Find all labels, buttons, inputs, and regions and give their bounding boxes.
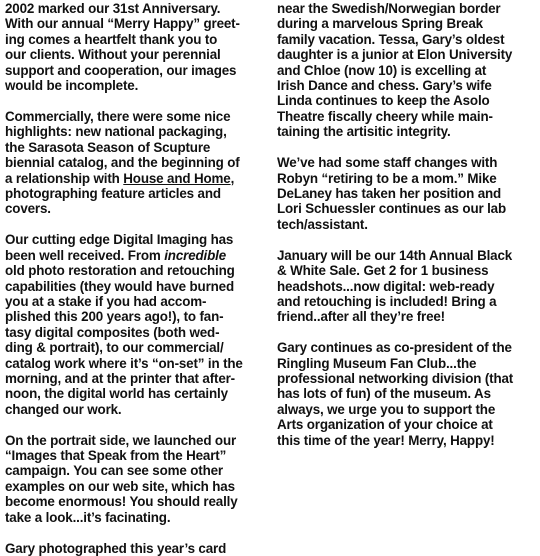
- paragraph-family: [277, 1, 539, 140]
- text-line: friend..after all they’re free!: [277, 309, 445, 325]
- text-line: catalog work where it’s “on-set” in the: [5, 355, 243, 371]
- paragraph-sale: [277, 248, 539, 325]
- text-line: campaign. You can see some other: [5, 463, 223, 479]
- text-line: “Images that Speak from the Heart”: [5, 448, 227, 464]
- text-line: tech/assistant.: [277, 216, 368, 232]
- text-line: take a look...it’s facinating.: [5, 509, 171, 525]
- paragraph-card-photo: [5, 541, 271, 556]
- paragraph-portrait: [5, 433, 271, 525]
- paragraph-staff: [277, 155, 539, 232]
- text-line: With our annual “Merry Happy” greet-: [5, 16, 240, 32]
- paragraph-gap: [277, 140, 539, 156]
- text-line: covers.: [5, 201, 51, 217]
- text-line: 2002 marked our 31st Anniversary.: [5, 1, 221, 16]
- text-line: [5, 248, 271, 263]
- text-line: ing comes a heartfelt thank you to: [5, 31, 218, 47]
- text-line: family vacation. Tessa, Gary’s oldest: [277, 31, 505, 47]
- text-segment: ,: [230, 170, 235, 186]
- text-line: plished this 200 years ago!), to fan-: [5, 309, 224, 325]
- text-line: near the Swedish/Norwegian border: [277, 1, 501, 16]
- text-line: old photo restoration and retouching: [5, 263, 235, 279]
- text-line: photographing feature articles and: [5, 185, 221, 201]
- text-line: Arts organization of your choice at: [277, 417, 493, 433]
- text-line: changed our work.: [5, 401, 122, 417]
- text-line: the Sarasota Season of Scupture: [5, 139, 211, 155]
- text-line: examples on our web site, which has: [5, 478, 235, 494]
- paragraph-gap: [5, 217, 271, 233]
- text-line: always, we urge you to support the: [277, 401, 496, 417]
- text-line: Theatre fiscally cheery while main-: [277, 108, 493, 124]
- left-column: [5, 1, 271, 556]
- text-line: become enormous! You should really: [5, 494, 238, 510]
- text-line: our clients. Without your perennial: [5, 47, 221, 63]
- paragraph-museum: [277, 340, 539, 448]
- paragraph-gap: [5, 93, 271, 109]
- text-line: Our cutting edge Digital Imaging has: [5, 232, 234, 248]
- text-line: Lori Schuessler continues as our lab: [277, 201, 507, 217]
- text-segment: been well received. From: [5, 247, 165, 263]
- text-line: and Chloe (now 10) is excelling at: [277, 62, 487, 78]
- paragraph-gap: [277, 325, 539, 341]
- text-line: noon, the digital world has certainly: [5, 386, 228, 402]
- text-line: Gary continues as co-president of the: [277, 340, 512, 356]
- text-line: has lots of fun) of the museum. As: [277, 386, 491, 402]
- text-line: would be incomplete.: [5, 78, 139, 94]
- text-line: Linda continues to keep the Asolo: [277, 93, 490, 109]
- text-segment: a relationship with: [5, 170, 124, 186]
- text-line: Robyn “retiring to be a mom.” Mike: [277, 170, 497, 186]
- text-line: support and cooperation, our images: [5, 62, 237, 78]
- text-line: Gary photographed this year’s card: [5, 540, 227, 556]
- paragraph-gap: [5, 417, 271, 433]
- text-line: Irish Dance and chess. Gary’s wife: [277, 78, 492, 94]
- text-line: highlights: new national packaging,: [5, 124, 227, 140]
- text-line: during a marvelous Spring Break: [277, 16, 483, 32]
- text-line: [5, 171, 271, 186]
- text-line: ding & portrait), to our commercial/: [5, 340, 224, 356]
- text-line: Commercially, there were some nice: [5, 108, 231, 124]
- paragraph-digital-imaging: [5, 232, 271, 417]
- text-line: On the portrait side, we launched our: [5, 432, 237, 448]
- text-line: Ringling Museum Fan Club...the: [277, 355, 477, 371]
- text-line: you at a stake if you had accom-: [5, 293, 207, 309]
- house-and-home-title: House and Home: [123, 170, 231, 186]
- paragraph-anniversary: [5, 1, 271, 93]
- text-line: tasy digital composites (both wed-: [5, 324, 220, 340]
- text-line: this time of the year! Merry, Happy!: [277, 432, 495, 448]
- paragraph-commercial: [5, 109, 271, 217]
- text-line: morning, and at the printer that after-: [5, 370, 235, 386]
- emphasis-incredible: incredible: [164, 247, 226, 263]
- paragraph-gap: [5, 525, 271, 541]
- text-line: capabilities (they would have burned: [5, 278, 234, 294]
- text-line: daughter is a junior at Elon University: [277, 47, 513, 63]
- text-line: January will be our 14th Annual Black: [277, 247, 513, 263]
- right-column: [277, 1, 539, 448]
- text-line: DeLaney has taken her position and: [277, 185, 502, 201]
- text-line: professional networking division (that: [277, 371, 514, 387]
- text-line: and retouching is included! Bring a: [277, 293, 497, 309]
- text-line: taining the artisitic integrity.: [277, 124, 451, 140]
- paragraph-gap: [277, 232, 539, 248]
- text-line: & White Sale. Get 2 for 1 business: [277, 263, 489, 279]
- text-line: biennial catalog, and the beginning of: [5, 155, 240, 171]
- text-line: We’ve had some staff changes with: [277, 155, 498, 171]
- text-line: headshots...now digital: web-ready: [277, 278, 495, 294]
